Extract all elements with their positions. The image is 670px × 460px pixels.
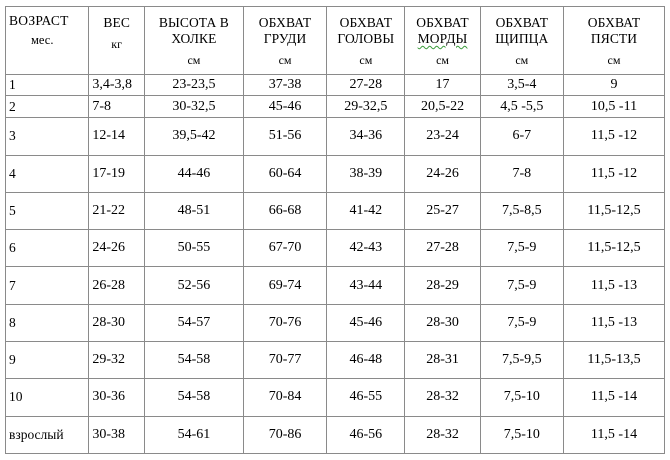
cell-head-girth: 42-43	[327, 230, 405, 267]
cell-pastern-girth: 11,5-13,5	[564, 342, 665, 379]
header-muzzle-girth-unit: см	[436, 53, 449, 67]
header-withers-height-line2: ХОЛКЕ	[171, 31, 217, 46]
cell-muzzle-girth: 28-30	[405, 304, 480, 341]
cell-pastern-girth: 9	[564, 75, 665, 96]
header-muzzle-girth-line1: ОБХВАТ	[416, 15, 469, 30]
cell-weight: 21-22	[89, 192, 145, 229]
cell-pastern-girth: 11,5-12,5	[564, 192, 665, 229]
cell-chest-girth: 70-86	[243, 416, 326, 453]
cell-pastern-girth: 11,5 -14	[564, 416, 665, 453]
cell-muzzle-girth: 28-29	[405, 267, 480, 304]
cell-chest-girth: 67-70	[243, 230, 326, 267]
cell-age: 10	[6, 379, 89, 416]
header-muzzle-girth	[405, 7, 480, 75]
header-chest-girth-unit: см	[278, 53, 292, 67]
cell-age: 6	[6, 230, 89, 267]
table-row	[6, 342, 665, 379]
cell-age: 4	[6, 155, 89, 192]
cell-snout-girth: 4,5 -5,5	[480, 96, 563, 118]
header-pastern-girth-line1: ОБХВАТ	[587, 15, 641, 30]
header-age	[6, 7, 89, 75]
cell-weight: 26-28	[89, 267, 145, 304]
cell-muzzle-girth: 27-28	[405, 230, 480, 267]
cell-age: 7	[6, 267, 89, 304]
cell-head-girth: 43-44	[327, 267, 405, 304]
cell-weight: 28-30	[89, 304, 145, 341]
header-head-girth	[327, 7, 405, 75]
header-pastern-girth	[564, 7, 665, 75]
cell-weight: 30-36	[89, 379, 145, 416]
cell-weight: 7-8	[89, 96, 145, 118]
cell-weight: 24-26	[89, 230, 145, 267]
header-weight	[89, 7, 145, 75]
cell-withers-height: 44-46	[144, 155, 243, 192]
table-row	[6, 304, 665, 341]
cell-chest-girth: 66-68	[243, 192, 326, 229]
cell-muzzle-girth: 24-26	[405, 155, 480, 192]
cell-withers-height: 50-55	[144, 230, 243, 267]
header-age-label: ВОЗРАСТ	[9, 13, 69, 28]
table-row	[6, 96, 665, 118]
header-chest-girth	[243, 7, 326, 75]
cell-age: 3	[6, 118, 89, 155]
cell-chest-girth: 69-74	[243, 267, 326, 304]
cell-pastern-girth: 11,5 -13	[564, 304, 665, 341]
cell-muzzle-girth: 23-24	[405, 118, 480, 155]
header-withers-height-unit: см	[187, 53, 201, 67]
header-chest-girth-line2: ГРУДИ	[263, 31, 307, 46]
cell-withers-height: 54-58	[144, 342, 243, 379]
table-row	[6, 379, 665, 416]
header-snout-girth	[480, 7, 563, 75]
cell-age: 8	[6, 304, 89, 341]
cell-snout-girth: 7,5-9	[480, 230, 563, 267]
cell-snout-girth: 7,5-8,5	[480, 192, 563, 229]
cell-withers-height: 30-32,5	[144, 96, 243, 118]
dog-growth-table	[5, 6, 665, 454]
cell-pastern-girth: 10,5 -11	[564, 96, 665, 118]
cell-age: взрослый	[6, 416, 89, 453]
cell-head-girth: 38-39	[327, 155, 405, 192]
cell-pastern-girth: 11,5-12,5	[564, 230, 665, 267]
cell-chest-girth: 51-56	[243, 118, 326, 155]
cell-weight: 12-14	[89, 118, 145, 155]
table-row	[6, 267, 665, 304]
cell-snout-girth: 6-7	[480, 118, 563, 155]
table-row	[6, 416, 665, 453]
cell-weight: 29-32	[89, 342, 145, 379]
cell-head-girth: 46-48	[327, 342, 405, 379]
table-row	[6, 230, 665, 267]
header-head-girth-line1: ОБХВАТ	[339, 15, 393, 30]
cell-snout-girth: 3,5-4	[480, 75, 563, 96]
cell-snout-girth: 7,5-9	[480, 304, 563, 341]
cell-snout-girth: 7,5-9	[480, 267, 563, 304]
header-snout-girth-line1: ОБХВАТ	[495, 15, 549, 30]
header-chest-girth-line1: ОБХВАТ	[258, 15, 312, 30]
cell-muzzle-girth: 28-32	[405, 379, 480, 416]
cell-snout-girth: 7,5-10	[480, 416, 563, 453]
header-pastern-girth-unit: см	[607, 53, 621, 67]
cell-withers-height: 23-23,5	[144, 75, 243, 96]
cell-pastern-girth: 11,5 -13	[564, 267, 665, 304]
header-weight-label: ВЕС	[103, 15, 130, 30]
table-row	[6, 155, 665, 192]
header-withers-height	[144, 7, 243, 75]
header-withers-height-line1: ВЫСОТА В	[158, 15, 229, 30]
header-row	[6, 7, 665, 75]
cell-withers-height: 54-61	[144, 416, 243, 453]
header-snout-girth-line2: ЩИПЦА	[495, 31, 549, 46]
header-age-unit: мес.	[31, 33, 54, 47]
cell-head-girth: 41-42	[327, 192, 405, 229]
cell-snout-girth: 7,5-10	[480, 379, 563, 416]
cell-weight: 3,4-3,8	[89, 75, 145, 96]
cell-snout-girth: 7,5-9,5	[480, 342, 563, 379]
cell-pastern-girth: 11,5 -12	[564, 118, 665, 155]
cell-weight: 17-19	[89, 155, 145, 192]
cell-muzzle-girth: 28-31	[405, 342, 480, 379]
cell-head-girth: 27-28	[327, 75, 405, 96]
header-snout-girth-unit: см	[515, 53, 529, 67]
cell-chest-girth: 70-76	[243, 304, 326, 341]
cell-pastern-girth: 11,5 -12	[564, 155, 665, 192]
cell-withers-height: 54-57	[144, 304, 243, 341]
cell-muzzle-girth: 28-32	[405, 416, 480, 453]
table-row	[6, 118, 665, 155]
cell-chest-girth: 70-77	[243, 342, 326, 379]
cell-chest-girth: 70-84	[243, 379, 326, 416]
cell-muzzle-girth: 20,5-22	[405, 96, 480, 118]
cell-chest-girth: 37-38	[243, 75, 326, 96]
cell-head-girth: 34-36	[327, 118, 405, 155]
cell-chest-girth: 45-46	[243, 96, 326, 118]
cell-age: 1	[6, 75, 89, 96]
cell-pastern-girth: 11,5 -14	[564, 379, 665, 416]
cell-head-girth: 46-56	[327, 416, 405, 453]
cell-head-girth: 46-55	[327, 379, 405, 416]
header-pastern-girth-line2: ПЯСТИ	[590, 31, 638, 46]
table-body	[6, 75, 665, 454]
cell-withers-height: 48-51	[144, 192, 243, 229]
cell-withers-height: 54-58	[144, 379, 243, 416]
cell-head-girth: 29-32,5	[327, 96, 405, 118]
cell-age: 5	[6, 192, 89, 229]
header-weight-unit: кг	[111, 37, 123, 51]
table-row	[6, 192, 665, 229]
cell-withers-height: 52-56	[144, 267, 243, 304]
cell-chest-girth: 60-64	[243, 155, 326, 192]
header-head-girth-unit: см	[359, 53, 373, 67]
cell-muzzle-girth: 25-27	[405, 192, 480, 229]
cell-weight: 30-38	[89, 416, 145, 453]
table-row	[6, 75, 665, 96]
cell-withers-height: 39,5-42	[144, 118, 243, 155]
cell-muzzle-girth: 17	[405, 75, 480, 96]
header-muzzle-girth-line2: МОРДЫ	[417, 31, 468, 46]
cell-snout-girth: 7-8	[480, 155, 563, 192]
header-head-girth-line2: ГОЛОВЫ	[337, 31, 395, 46]
cell-age: 2	[6, 96, 89, 118]
cell-head-girth: 45-46	[327, 304, 405, 341]
cell-age: 9	[6, 342, 89, 379]
